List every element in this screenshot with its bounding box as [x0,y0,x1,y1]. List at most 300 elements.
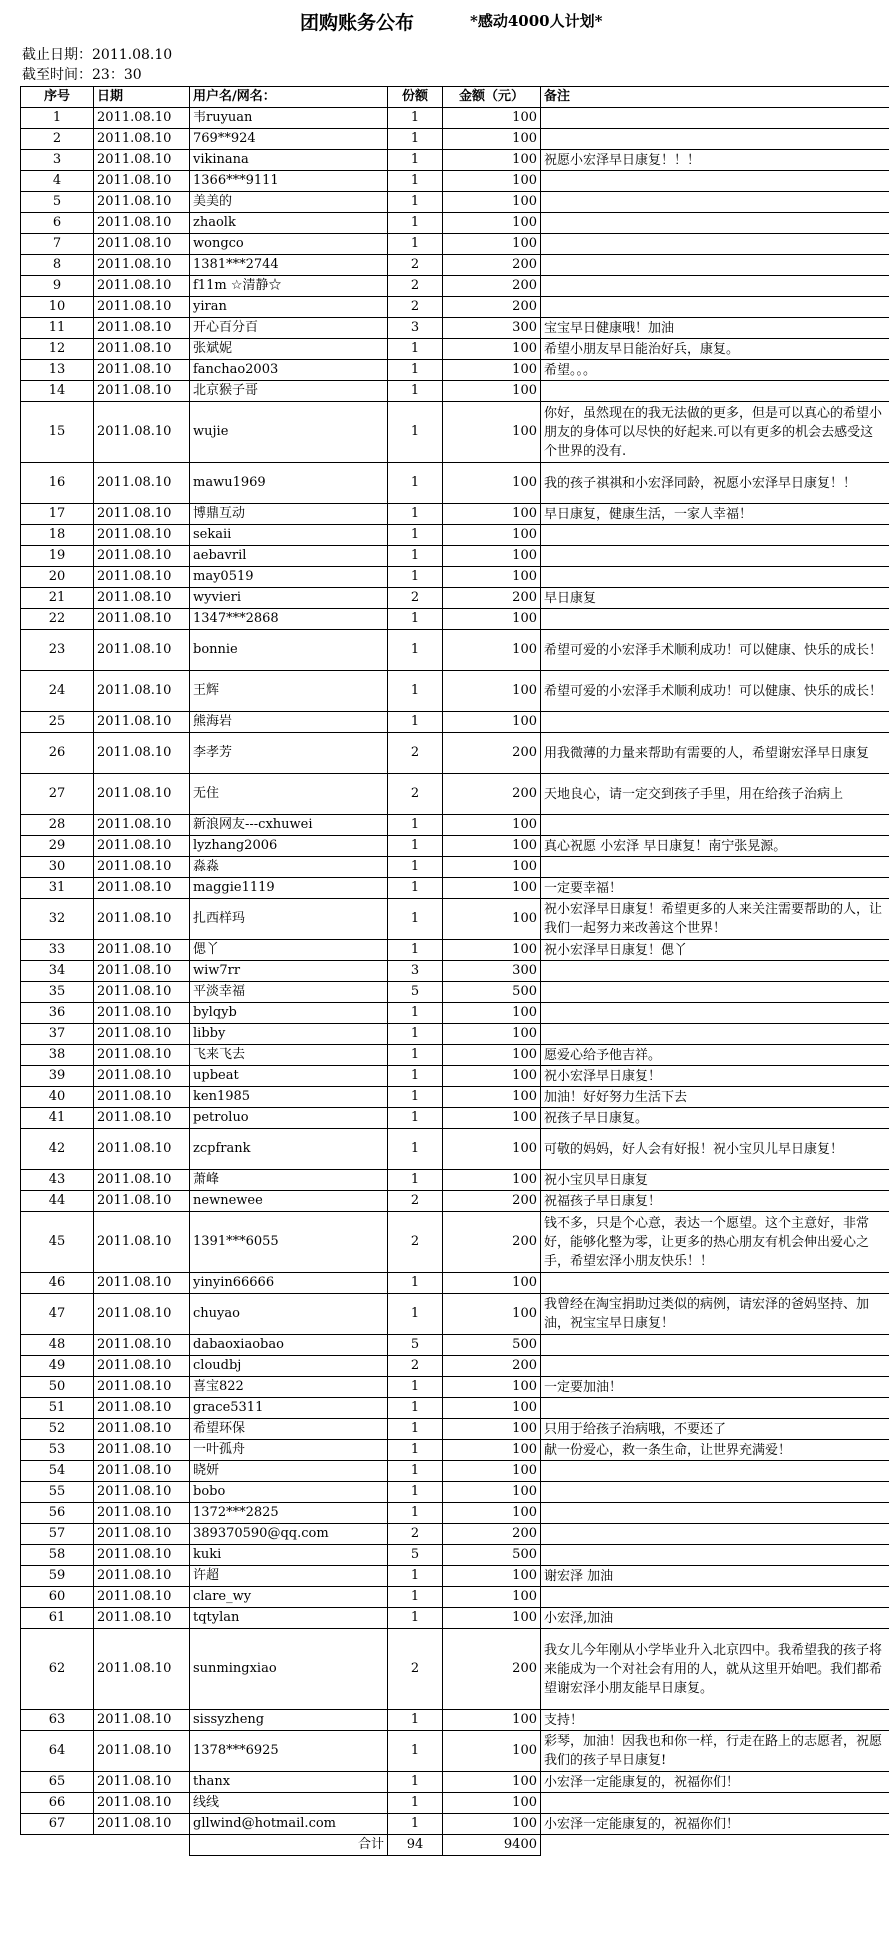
row-note [541,108,889,129]
row-amount: 100 [443,857,541,878]
row-date: 2011.08.10 [94,1003,190,1024]
row-note: 我女儿今年刚从小学毕业升入北京四中。我希望我的孩子将来能成为一个对社会有用的人，就从这里开始吧。我们都希望谢宏泽小朋友能早日康复。 [541,1629,889,1710]
row-index: 49 [21,1356,94,1377]
row-username: kuki [190,1545,388,1566]
row-note: 祝小宏泽早日康复！ [541,1066,889,1087]
table-row [21,1066,889,1087]
total-spacer [541,1835,889,1856]
row-index: 13 [21,360,94,381]
row-shares: 1 [388,525,443,546]
row-index: 59 [21,1566,94,1587]
row-index: 6 [21,213,94,234]
table-row [21,1461,889,1482]
row-amount: 200 [443,1629,541,1710]
row-date: 2011.08.10 [94,297,190,318]
row-index: 5 [21,192,94,213]
row-note [541,961,889,982]
table-row [21,774,889,815]
table-row [21,1566,889,1587]
row-amount: 100 [443,1608,541,1629]
row-amount: 100 [443,1398,541,1419]
row-amount: 200 [443,1356,541,1377]
table-row [21,297,889,318]
row-amount: 100 [443,567,541,588]
row-shares: 1 [388,192,443,213]
row-note [541,1503,889,1524]
row-username: 偲丫 [190,940,388,961]
row-amount: 100 [443,1003,541,1024]
row-username: sekaii [190,525,388,546]
row-amount: 200 [443,588,541,609]
row-amount: 100 [443,192,541,213]
row-amount: 100 [443,402,541,463]
row-date: 2011.08.10 [94,171,190,192]
row-date: 2011.08.10 [94,1710,190,1731]
row-shares: 5 [388,982,443,1003]
row-username: wongco [190,234,388,255]
row-date: 2011.08.10 [94,1629,190,1710]
row-shares: 1 [388,402,443,463]
row-username: 769**924 [190,129,388,150]
row-index: 12 [21,339,94,360]
row-shares: 3 [388,318,443,339]
row-index: 37 [21,1024,94,1045]
row-amount: 200 [443,1191,541,1212]
row-shares: 1 [388,1440,443,1461]
table-row [21,1731,889,1772]
table-body [21,108,889,1856]
row-index: 20 [21,567,94,588]
row-amount: 100 [443,546,541,567]
table-row [21,192,889,213]
row-date: 2011.08.10 [94,150,190,171]
row-amount: 100 [443,630,541,671]
row-index: 65 [21,1772,94,1793]
table-row [21,878,889,899]
row-username: 许超 [190,1566,388,1587]
row-note: 彩琴，加油！因我也和你一样，行走在路上的志愿者，祝愿我们的孩子早日康复! [541,1731,889,1772]
table-row [21,1587,889,1608]
row-index: 38 [21,1045,94,1066]
row-amount: 200 [443,255,541,276]
table-row [21,588,889,609]
row-shares: 1 [388,836,443,857]
row-username: 1381***2744 [190,255,388,276]
total-spacer [21,1835,94,1856]
row-note: 小宏泽,加油 [541,1608,889,1629]
row-date: 2011.08.10 [94,567,190,588]
table-row [21,213,889,234]
table-row [21,1814,889,1835]
row-amount: 100 [443,381,541,402]
row-note: 祝孩子早日康复。 [541,1108,889,1129]
page-title: 团购账务公布 [300,12,415,34]
table-row [21,1377,889,1398]
row-note [541,1003,889,1024]
row-date: 2011.08.10 [94,940,190,961]
row-amount: 500 [443,1545,541,1566]
row-shares: 1 [388,381,443,402]
row-username: petroluo [190,1108,388,1129]
row-index: 7 [21,234,94,255]
row-date: 2011.08.10 [94,402,190,463]
row-username: 扎西样玛 [190,899,388,940]
table-row [21,1524,889,1545]
total-spacer [94,1835,190,1856]
row-index: 41 [21,1108,94,1129]
row-note: 希望小朋友早日能治好兵，康复。 [541,339,889,360]
row-username: thanx [190,1772,388,1793]
row-shares: 1 [388,1772,443,1793]
row-amount: 100 [443,463,541,504]
row-note [541,1356,889,1377]
table-row [21,1170,889,1191]
table-row [21,982,889,1003]
row-note: 小宏泽一定能康复的，祝福你们！ [541,1814,889,1835]
row-note: 希望。。。 [541,360,889,381]
row-index: 67 [21,1814,94,1835]
row-amount: 100 [443,1294,541,1335]
row-index: 63 [21,1710,94,1731]
row-username: 1347***2868 [190,609,388,630]
table-row [21,940,889,961]
row-index: 2 [21,129,94,150]
row-shares: 1 [388,630,443,671]
row-username: 美美的 [190,192,388,213]
row-amount: 100 [443,171,541,192]
row-date: 2011.08.10 [94,1398,190,1419]
row-date: 2011.08.10 [94,1191,190,1212]
row-index: 35 [21,982,94,1003]
row-username: zcpfrank [190,1129,388,1170]
row-date: 2011.08.10 [94,1212,190,1273]
row-index: 14 [21,381,94,402]
row-shares: 1 [388,1461,443,1482]
row-shares: 1 [388,1608,443,1629]
row-username: 389370590@qq.com [190,1524,388,1545]
row-username: 1372***2825 [190,1503,388,1524]
row-index: 22 [21,609,94,630]
row-amount: 100 [443,1273,541,1294]
table-row [21,318,889,339]
row-date: 2011.08.10 [94,1129,190,1170]
row-index: 64 [21,1731,94,1772]
row-shares: 1 [388,463,443,504]
row-note: 支持！ [541,1710,889,1731]
row-username: maggie1119 [190,878,388,899]
row-shares: 1 [388,940,443,961]
row-shares: 1 [388,1024,443,1045]
row-note: 早日康复，健康生活，一家人幸福！ [541,504,889,525]
row-shares: 1 [388,1377,443,1398]
row-date: 2011.08.10 [94,1294,190,1335]
table-row [21,381,889,402]
row-username: mawu1969 [190,463,388,504]
row-username: wujie [190,402,388,463]
row-note [541,1273,889,1294]
row-index: 57 [21,1524,94,1545]
row-shares: 2 [388,1629,443,1710]
row-username: 1391***6055 [190,1212,388,1273]
row-index: 40 [21,1087,94,1108]
table-row [21,671,889,712]
table-row [21,1335,889,1356]
row-date: 2011.08.10 [94,899,190,940]
row-note [541,171,889,192]
row-amount: 500 [443,1335,541,1356]
row-shares: 1 [388,1793,443,1814]
row-amount: 100 [443,525,541,546]
table-row [21,504,889,525]
row-shares: 1 [388,150,443,171]
row-amount: 100 [443,1087,541,1108]
row-shares: 2 [388,1191,443,1212]
row-note: 一定要幸福！ [541,878,889,899]
row-amount: 100 [443,1503,541,1524]
row-index: 43 [21,1170,94,1191]
row-index: 3 [21,150,94,171]
row-note: 一定要加油！ [541,1377,889,1398]
row-date: 2011.08.10 [94,129,190,150]
row-note [541,1335,889,1356]
row-amount: 100 [443,213,541,234]
row-note [541,1024,889,1045]
row-index: 1 [21,108,94,129]
row-shares: 1 [388,234,443,255]
row-amount: 100 [443,129,541,150]
table-row [21,1003,889,1024]
row-shares: 2 [388,588,443,609]
row-username: zhaolk [190,213,388,234]
row-username: cloudbj [190,1356,388,1377]
row-date: 2011.08.10 [94,1335,190,1356]
table-row [21,1108,889,1129]
row-shares: 1 [388,1482,443,1503]
row-shares: 1 [388,171,443,192]
row-index: 32 [21,899,94,940]
row-username: f11m ☆清静☆ [190,276,388,297]
table-row [21,1440,889,1461]
row-date: 2011.08.10 [94,339,190,360]
row-note [541,213,889,234]
table-row [21,360,889,381]
row-username: may0519 [190,567,388,588]
row-date: 2011.08.10 [94,630,190,671]
row-index: 55 [21,1482,94,1503]
row-username: 新浪网友---cxhuwei [190,815,388,836]
row-amount: 100 [443,339,541,360]
row-shares: 2 [388,774,443,815]
row-note [541,234,889,255]
row-note: 祝小宝贝早日康复 [541,1170,889,1191]
row-shares: 2 [388,1356,443,1377]
row-username: grace5311 [190,1398,388,1419]
row-username: 飞来飞去 [190,1045,388,1066]
table-row [21,402,889,463]
table-row [21,899,889,940]
row-shares: 1 [388,1710,443,1731]
row-note: 加油！好好努力生活下去 [541,1087,889,1108]
row-note [541,567,889,588]
row-index: 28 [21,815,94,836]
row-index: 16 [21,463,94,504]
row-amount: 100 [443,1793,541,1814]
row-date: 2011.08.10 [94,588,190,609]
row-date: 2011.08.10 [94,671,190,712]
row-username: bobo [190,1482,388,1503]
row-index: 27 [21,774,94,815]
table-row [21,630,889,671]
row-username: 北京猴子哥 [190,381,388,402]
row-username: libby [190,1024,388,1045]
table-row [21,150,889,171]
row-username: 开心百分百 [190,318,388,339]
row-amount: 300 [443,961,541,982]
table-row [21,1294,889,1335]
row-amount: 100 [443,712,541,733]
row-note [541,1545,889,1566]
row-date: 2011.08.10 [94,463,190,504]
row-note: 只用于给孩子治病哦，不要还了 [541,1419,889,1440]
row-note [541,982,889,1003]
row-amount: 100 [443,504,541,525]
row-index: 33 [21,940,94,961]
row-date: 2011.08.10 [94,360,190,381]
row-date: 2011.08.10 [94,774,190,815]
row-note: 我的孩子祺祺和小宏泽同龄，祝愿小宏泽早日康复！！ [541,463,889,504]
row-date: 2011.08.10 [94,1461,190,1482]
row-shares: 2 [388,1212,443,1273]
row-date: 2011.08.10 [94,1482,190,1503]
row-shares: 1 [388,712,443,733]
header-date: 日期 [94,87,190,108]
row-username: aebavril [190,546,388,567]
row-shares: 1 [388,129,443,150]
row-amount: 100 [443,1731,541,1772]
row-index: 4 [21,171,94,192]
row-note [541,525,889,546]
donation-table [20,86,889,1856]
table-row [21,857,889,878]
row-shares: 1 [388,1503,443,1524]
row-index: 52 [21,1419,94,1440]
row-date: 2011.08.10 [94,525,190,546]
row-date: 2011.08.10 [94,1356,190,1377]
row-date: 2011.08.10 [94,733,190,774]
row-username: clare_wy [190,1587,388,1608]
row-date: 2011.08.10 [94,276,190,297]
row-date: 2011.08.10 [94,857,190,878]
row-index: 18 [21,525,94,546]
row-username: vikinana [190,150,388,171]
row-date: 2011.08.10 [94,1608,190,1629]
row-index: 58 [21,1545,94,1566]
row-shares: 1 [388,1129,443,1170]
row-note: 你好，虽然现在的我无法做的更多，但是可以真心的希望小朋友的身体可以尽快的好起来.可以有更多的机会去感受这个世界的没有. [541,402,889,463]
row-index: 29 [21,836,94,857]
row-username: 淼淼 [190,857,388,878]
row-index: 50 [21,1377,94,1398]
row-date: 2011.08.10 [94,1545,190,1566]
table-row [21,1710,889,1731]
row-date: 2011.08.10 [94,1108,190,1129]
row-index: 17 [21,504,94,525]
row-amount: 200 [443,1524,541,1545]
row-shares: 1 [388,609,443,630]
row-amount: 100 [443,1461,541,1482]
row-amount: 100 [443,1377,541,1398]
row-note [541,609,889,630]
row-index: 23 [21,630,94,671]
row-username: upbeat [190,1066,388,1087]
row-note: 祝愿小宏泽早日康复！！！ [541,150,889,171]
row-amount: 100 [443,1772,541,1793]
table-row [21,1024,889,1045]
row-amount: 100 [443,940,541,961]
row-shares: 1 [388,878,443,899]
table-row [21,1356,889,1377]
row-username: dabaoxiaobao [190,1335,388,1356]
row-index: 44 [21,1191,94,1212]
row-date: 2011.08.10 [94,1045,190,1066]
table-row [21,1629,889,1710]
table-row [21,1129,889,1170]
table-header-row [21,87,889,108]
row-username: 一叶孤舟 [190,1440,388,1461]
table-row [21,129,889,150]
row-index: 21 [21,588,94,609]
row-date: 2011.08.10 [94,836,190,857]
row-shares: 1 [388,1566,443,1587]
row-note [541,276,889,297]
row-note [541,129,889,150]
row-amount: 100 [443,878,541,899]
row-amount: 200 [443,1212,541,1273]
row-index: 34 [21,961,94,982]
row-note [541,815,889,836]
row-note [541,1482,889,1503]
row-username: tqtylan [190,1608,388,1629]
row-username: wiw7rr [190,961,388,982]
table-row [21,1772,889,1793]
page-subtitle: *感动4000人计划* [470,12,603,30]
table-row [21,815,889,836]
table-row [21,276,889,297]
table-row [21,609,889,630]
row-username: sissyzheng [190,1710,388,1731]
row-note [541,857,889,878]
row-shares: 1 [388,1273,443,1294]
row-amount: 100 [443,815,541,836]
row-note: 真心祝愿 小宏泽 早日康复！南宁张晃源。 [541,836,889,857]
row-date: 2011.08.10 [94,1419,190,1440]
row-shares: 2 [388,1524,443,1545]
row-shares: 2 [388,255,443,276]
row-shares: 1 [388,108,443,129]
table-row [21,171,889,192]
row-username: 1366***9111 [190,171,388,192]
total-label: 合计 [190,1835,388,1856]
row-username: 张斌妮 [190,339,388,360]
row-note [541,192,889,213]
row-index: 62 [21,1629,94,1710]
row-note: 希望可爱的小宏泽手术顺利成功！可以健康、快乐的成长！ [541,671,889,712]
row-date: 2011.08.10 [94,1524,190,1545]
row-note [541,712,889,733]
row-date: 2011.08.10 [94,815,190,836]
row-shares: 1 [388,815,443,836]
table-row [21,1212,889,1273]
